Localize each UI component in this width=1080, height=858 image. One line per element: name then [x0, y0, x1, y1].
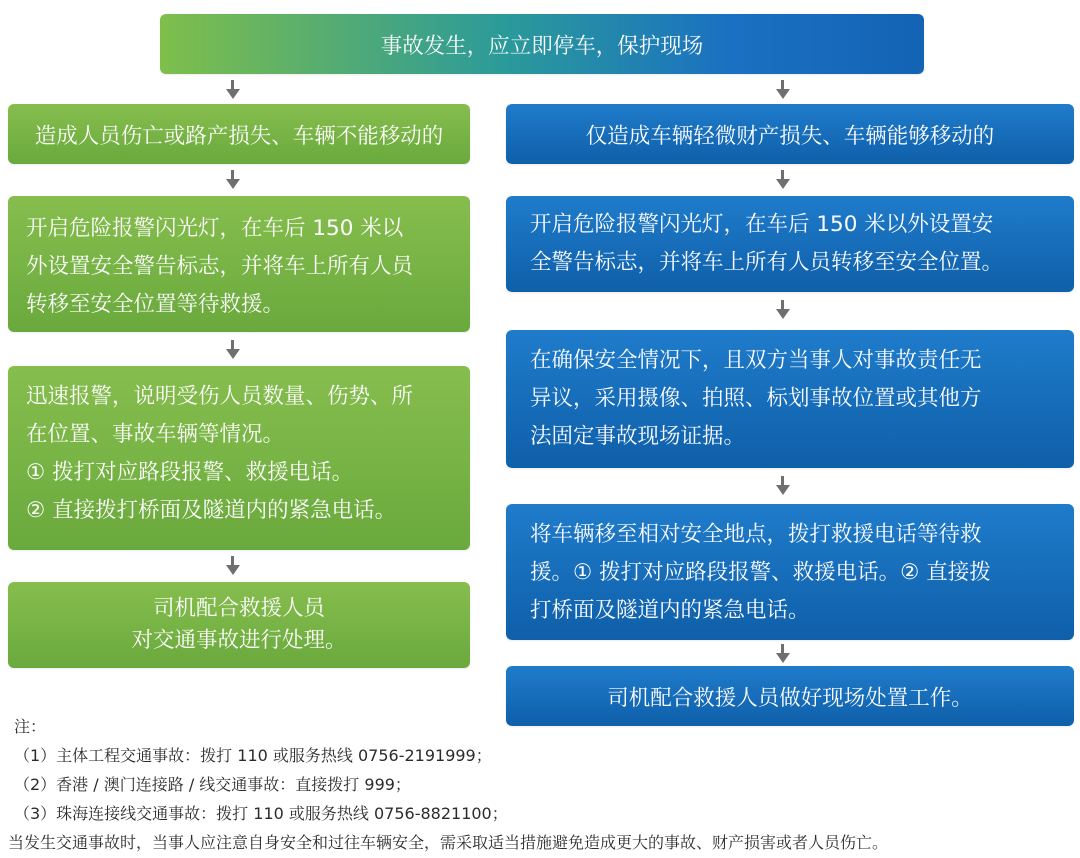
left-header-text: 造成人员伤亡或路产损失、车辆不能移动的: [34, 123, 444, 149]
right-step2-line: 在确保安全情况下，且双方当事人对事故责任无: [530, 348, 982, 373]
arrow-down-icon: [226, 80, 240, 100]
notes-line: （2）香港 / 澳门连接路 / 线交通事故：直接拨打 999；: [14, 775, 411, 794]
right-step2-line: 法固定事故现场证据。: [530, 424, 746, 449]
right-step3-line: 援。① 拨打对应路段报警、救援电话。② 直接拨: [530, 560, 991, 585]
left-step1-box: [8, 196, 470, 332]
notes-line: （1）主体工程交通事故：拨打 110 或服务热线 0756-2191999；: [14, 746, 492, 765]
right-header-box: [506, 104, 1074, 164]
notes-line: （3）珠海连接线交通事故：拨打 110 或服务热线 0756-8821100；: [14, 804, 508, 823]
left-step1-line: 开启危险报警闪光灯，在车后 150 米以: [26, 216, 404, 241]
left-step2-line: ① 拨打对应路段报警、救援电话。: [26, 460, 354, 485]
right-step1-box: [506, 196, 1074, 292]
left-step3-line: 司机配合救援人员: [152, 596, 325, 621]
arrow-down-icon: [226, 340, 240, 360]
right-step2-box: [506, 330, 1074, 468]
left-header-box: [8, 104, 470, 164]
left-step2-line: 在位置、事故车辆等情况。: [26, 422, 285, 447]
right-step2-line: 异议，采用摄像、拍照、标划事故位置或其他方: [530, 386, 982, 411]
arrow-down-icon: [776, 476, 790, 496]
arrow-down-icon: [776, 80, 790, 100]
left-step3-line: 对交通事故进行处理。: [131, 628, 347, 653]
right-step3-line: 打桥面及隧道内的紧急电话。: [530, 598, 810, 623]
right-header-text: 仅造成车辆轻微财产损失、车辆能够移动的: [585, 123, 995, 149]
arrow-down-icon: [776, 300, 790, 320]
arrow-down-icon: [776, 170, 790, 190]
right-step1-line: 开启危险报警闪光灯，在车后 150 米以外设置安: [530, 212, 994, 237]
right-step4-text: 司机配合救援人员做好现场处置工作。: [607, 685, 973, 711]
right-step3-line: 将车辆移至相对安全地点，拨打救援电话等待救: [530, 522, 982, 547]
accident-occurs-box: [160, 14, 924, 74]
left-step1-line: 转移至安全位置等待救援。: [26, 292, 285, 317]
left-step2-line: 迅速报警，说明受伤人员数量、伤势、所: [26, 384, 414, 409]
accident-occurs-text: 事故发生，应立即停车，保护现场: [380, 33, 704, 59]
notes-line: 当发生交通事故时，当事人应注意自身安全和过往车辆安全，需采取适当措施避免造成更大的事故、财产损害或者人员伤亡。: [8, 833, 889, 852]
left-step2-line: ② 直接拨打桥面及隧道内的紧急电话。: [26, 498, 397, 523]
arrow-down-icon: [776, 644, 790, 664]
left-step2-box: [8, 366, 470, 550]
arrow-down-icon: [226, 170, 240, 190]
right-step3-box: [506, 504, 1074, 640]
left-step1-line: 外设置安全警告标志，并将车上所有人员: [26, 254, 414, 279]
arrow-down-icon: [226, 556, 240, 576]
notes-section: [8, 712, 889, 857]
left-step3-box: [8, 582, 470, 668]
right-step1-line: 全警告标志，并将车上所有人员转移至安全位置。: [530, 250, 1004, 275]
notes-heading: 注：: [14, 717, 47, 736]
